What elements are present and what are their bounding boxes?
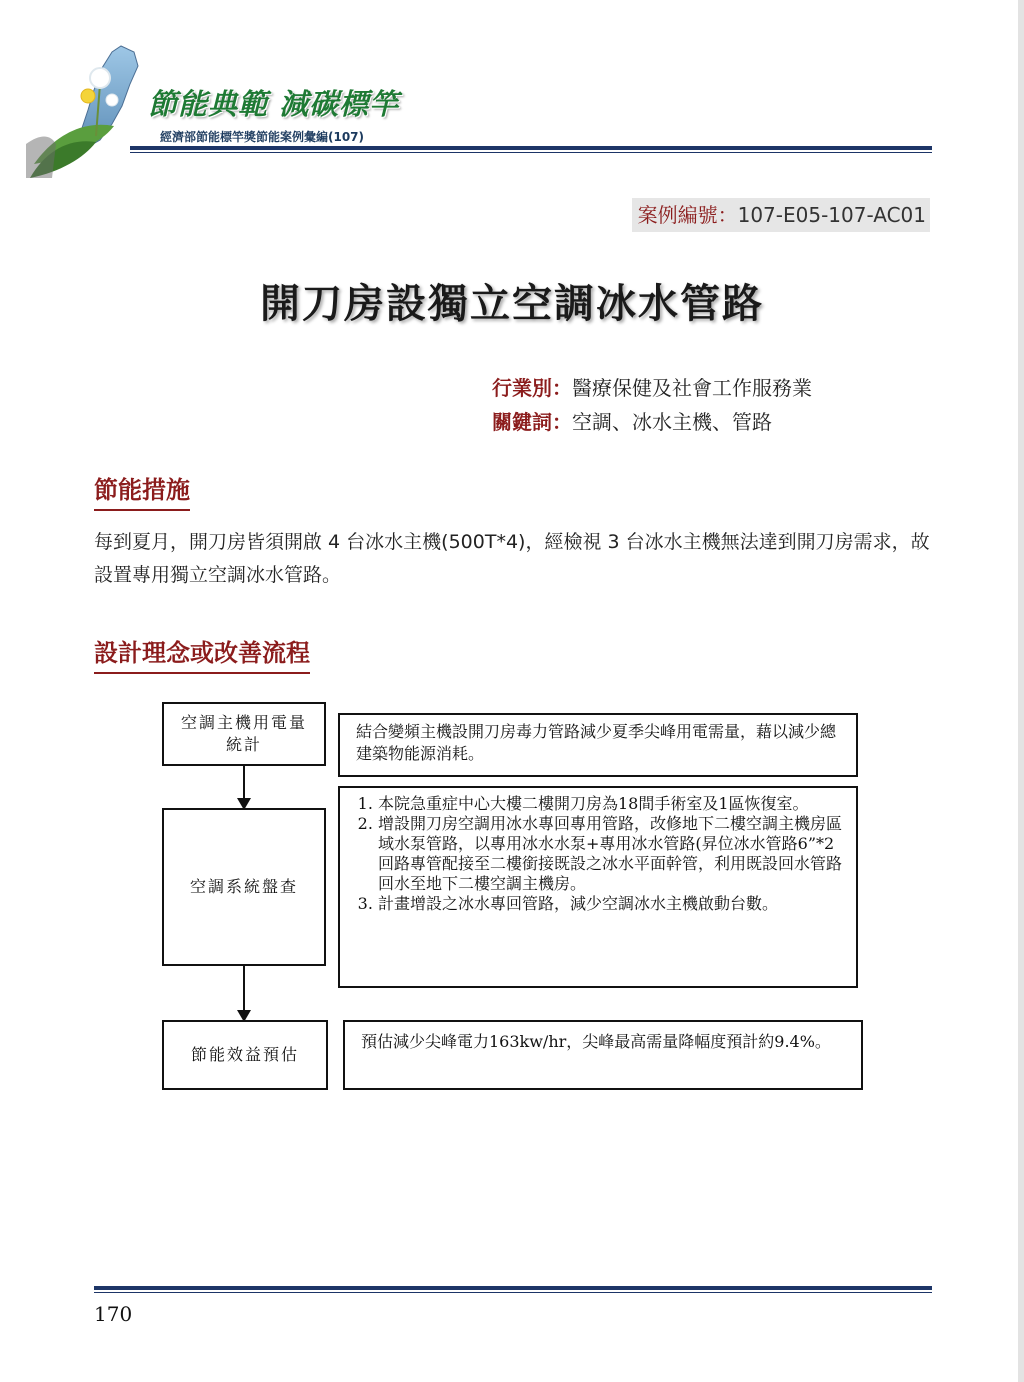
flow-step-1-label: 空調主機用電量統計	[180, 713, 307, 754]
industry-value: 醫療保健及社會工作服務業	[572, 376, 812, 400]
flow-step-1-box	[162, 702, 326, 766]
keywords-value: 空調、冰水主機、管路	[572, 410, 772, 434]
footer-rule	[94, 1286, 932, 1290]
flow-step-3-description-box	[343, 1020, 863, 1090]
flow-step-3-label: 節能效益預估	[190, 1045, 299, 1064]
flow-arrow-1	[243, 766, 245, 800]
page-edge	[1018, 0, 1024, 1382]
page-number: 170	[94, 1302, 133, 1326]
case-number-badge	[632, 198, 930, 232]
section-title-design-process: 設計理念或改善流程	[94, 633, 310, 674]
industry-row	[492, 372, 812, 401]
flow-step-3-box	[162, 1020, 328, 1090]
list-item: 3. 計畫增設之冰水專回管路，減少空調冰水主機啟動台數。	[378, 894, 842, 914]
brand-title: 節能典範 減碳標竿	[148, 87, 400, 121]
keywords-row	[492, 406, 772, 435]
footer-rule-thin	[94, 1292, 932, 1293]
brand-subtitle: 經濟部節能標竿獎節能案例彙編(107)	[160, 130, 365, 144]
flow-step-1-description-box	[338, 713, 858, 777]
measures-paragraph: 每到夏月，開刀房皆須開啟 4 台冰水主機(500T*4)，經檢視 3 台冰水主機無法達到開刀房需求，故設置專用獨立空調冰水管路。	[94, 531, 930, 586]
case-number-value: 107-E05-107-AC01	[737, 203, 926, 227]
flow-step-2-label: 空調系統盤查	[189, 877, 298, 896]
page-title: 開刀房設獨立空調冰水管路	[260, 281, 764, 327]
keywords-label: 關鍵詞：	[492, 410, 572, 434]
section-title-measures: 節能措施	[94, 470, 190, 511]
flow-step-2-list	[354, 794, 842, 914]
taiwan-map-logo-icon	[26, 44, 146, 180]
flow-arrow-2	[243, 966, 245, 1012]
industry-label: 行業別：	[492, 376, 572, 400]
flow-step-2-box	[162, 808, 326, 966]
flow-step-1-description: 結合變頻主機設開刀房毒力管路減少夏季尖峰用電需量，藉以減少總建築物能源消耗。	[356, 722, 837, 763]
flow-step-3-description: 預估減少尖峰電力163kw/hr，尖峰最高需量降幅度預計約9.4%。	[361, 1032, 831, 1051]
flow-step-2-description-box	[338, 786, 858, 988]
case-number-label: 案例編號：	[637, 203, 738, 227]
header-rule-thin	[130, 152, 932, 153]
list-item: 2. 增設開刀房空調用冰水專回專用管路，改修地下二樓空調主機房區域水泵管路，以專用冰水水泵+專用冰水管路(昇位冰水管路6”*2回路專管配接至二樓銜接既設之冰水平面幹管，利用既設回水管路回水至地下二樓空調主機房。	[378, 814, 842, 894]
header-rule	[130, 146, 932, 150]
list-item: 1. 本院急重症中心大樓二樓開刀房為18間手術室及1區恢復室。	[378, 794, 842, 814]
